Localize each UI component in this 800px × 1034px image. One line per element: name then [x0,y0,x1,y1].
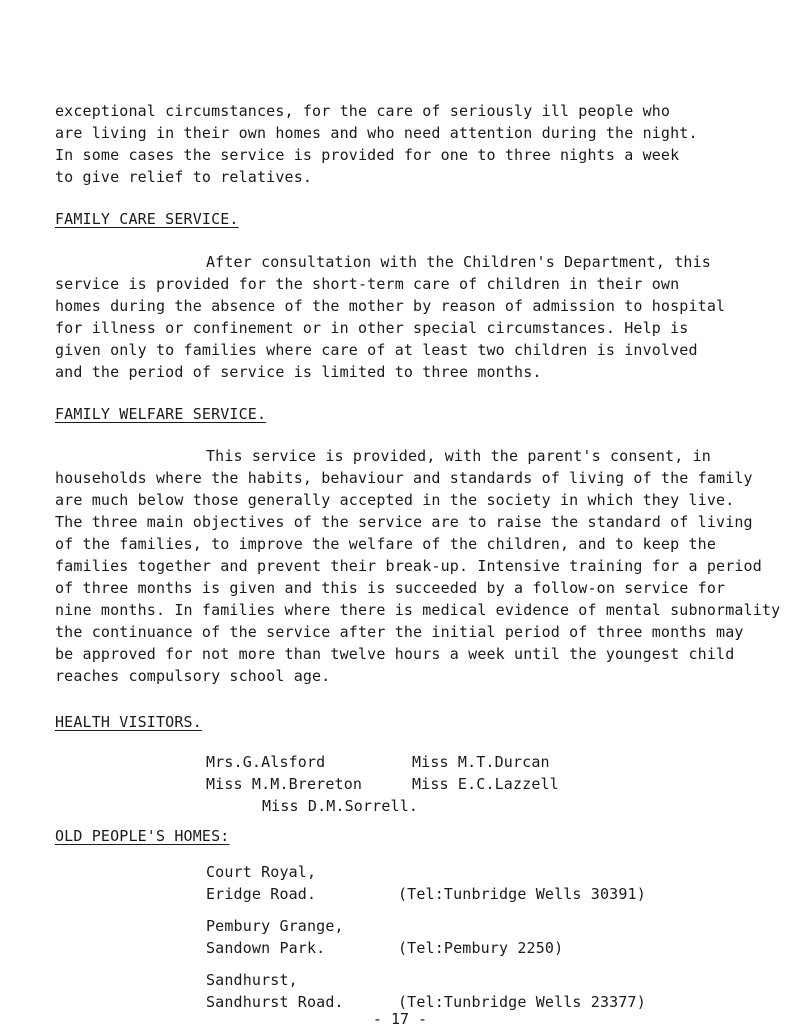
home-address: Sandown Park. [206,939,326,957]
page-number: - 17 - [372,1010,428,1028]
home-name: Sandhurst, [206,971,298,989]
intro-line-1: exceptional circumstances, for the care of seriously ill people who [55,102,671,120]
family-welfare-line-5: of the families, to improve the welfare of the children, and to keep the [55,535,717,553]
family-care-heading: FAMILY CARE SERVICE. [55,210,239,228]
family-care-line-3: homes during the absence of the mother by reason of admission to hospital [55,297,726,315]
family-welfare-line-1: This service is provided, with the parent's consent, in [206,447,711,465]
home-telephone: (Tel:Tunbridge Wells 30391) [398,885,646,903]
family-welfare-line-11: reaches compulsory school age. [55,667,331,685]
health-visitor-name: Miss E.C.Lazzell [412,775,559,793]
family-welfare-line-10: be approved for not more than twelve hours a week until the youngest child [55,645,735,663]
intro-line-4: to give relief to relatives. [55,168,313,186]
family-welfare-line-4: The three main objectives of the service are to raise the standard of living [55,513,753,531]
health-visitors-heading: HEALTH VISITORS. [55,713,202,731]
family-care-line-2: service is provided for the short-term care of children in their own [55,275,680,293]
health-visitor-name: Miss D.M.Sorrell. [262,797,419,815]
home-telephone: (Tel:Pembury 2250) [398,939,564,957]
family-care-line-5: given only to families where care of at least two children is involved [55,341,698,359]
health-visitor-name: Mrs.G.Alsford [206,753,326,771]
family-welfare-heading: FAMILY WELFARE SERVICE. [55,405,267,423]
intro-line-3: In some cases the service is provided for one to three nights a week [55,146,680,164]
home-telephone: (Tel:Tunbridge Wells 23377) [398,993,646,1011]
home-address: Eridge Road. [206,885,317,903]
family-care-line-6: and the period of service is limited to three months. [55,363,542,381]
family-welfare-line-8: nine months. In families where there is medical evidence of mental subnormality [55,601,781,619]
family-welfare-line-6: families together and prevent their break-up. Intensive training for a period [55,557,762,575]
home-name: Court Royal, [206,863,317,881]
family-welfare-line-7: of three months is given and this is succeeded by a follow-on service for [55,579,726,597]
family-welfare-line-9: the continuance of the service after the initial period of three months may [55,623,744,641]
family-welfare-line-2: households where the habits, behaviour and standards of living of the family [55,469,753,487]
health-visitor-name: Miss M.T.Durcan [412,753,550,771]
family-care-line-1: After consultation with the Children's Department, this [206,253,711,271]
old-peoples-homes-heading: OLD PEOPLE'S HOMES: [55,827,230,845]
health-visitor-name: Miss M.M.Brereton [206,775,363,793]
home-address: Sandhurst Road. [206,993,344,1011]
home-name: Pembury Grange, [206,917,344,935]
family-welfare-line-3: are much below those generally accepted in the society in which they live. [55,491,735,509]
intro-line-2: are living in their own homes and who need attention during the night. [55,124,698,142]
family-care-line-4: for illness or confinement or in other special circumstances. Help is [55,319,689,337]
